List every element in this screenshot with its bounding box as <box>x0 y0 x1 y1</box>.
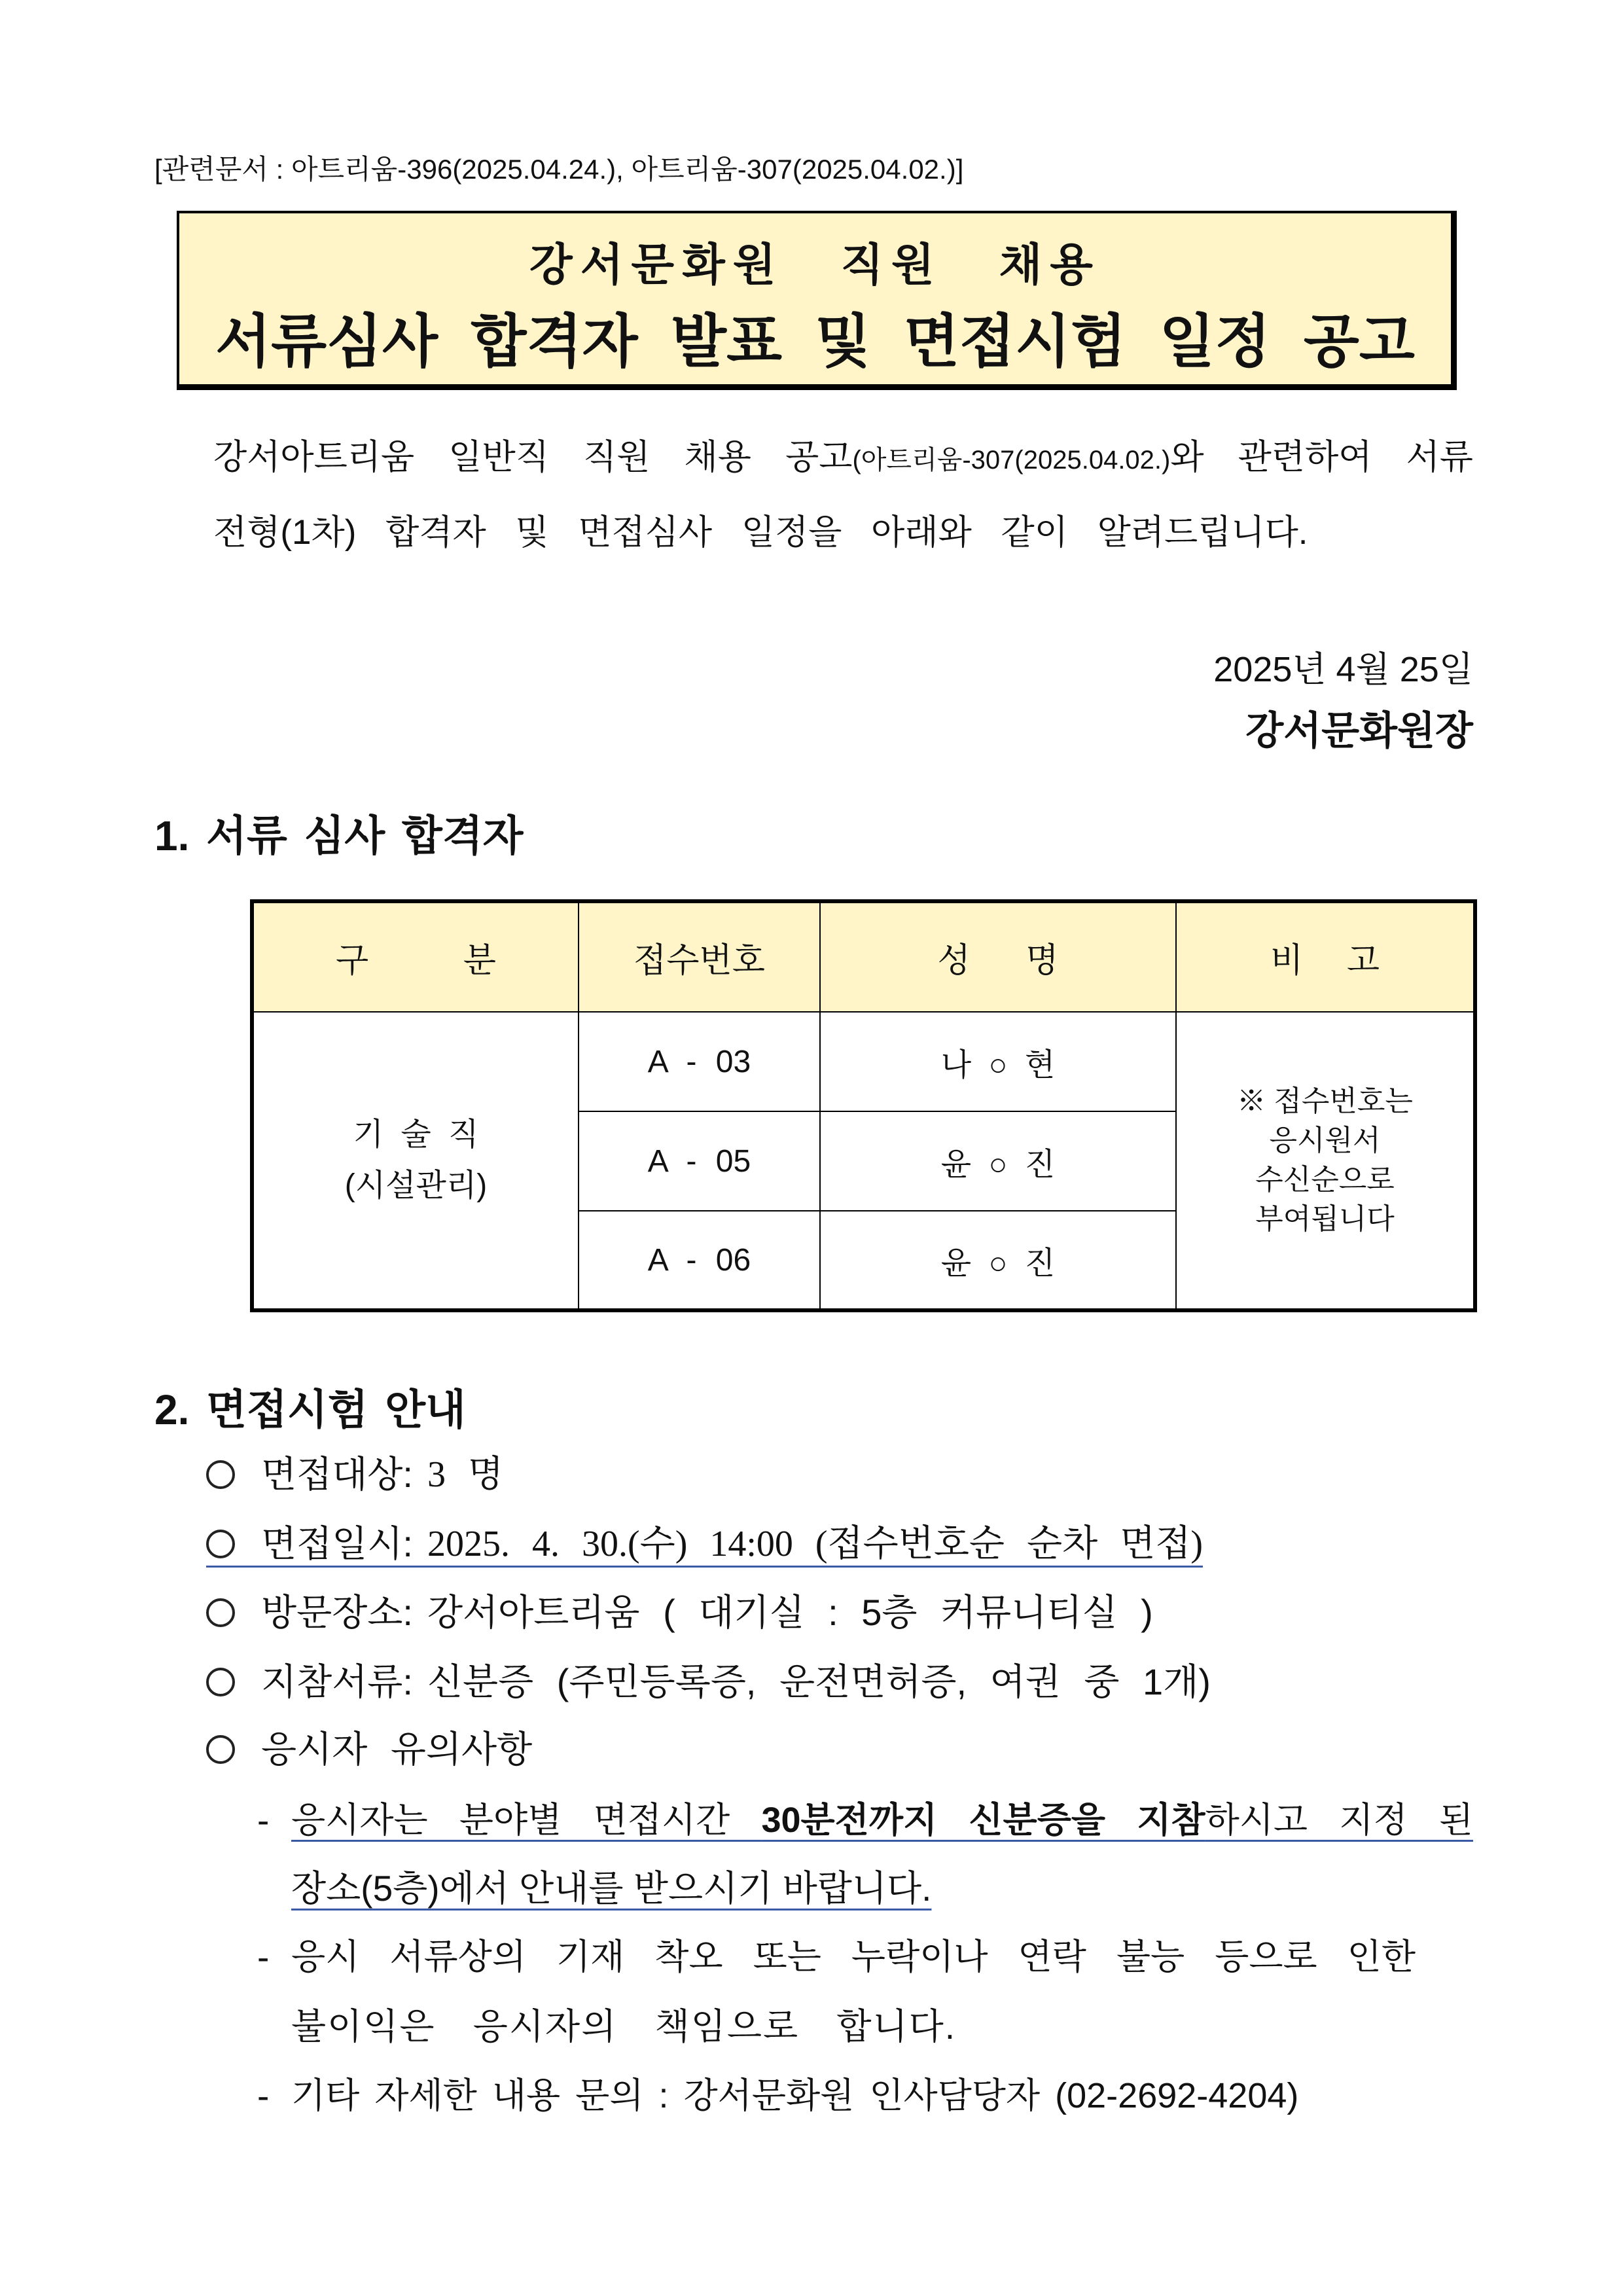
category-title: 기 술 직 <box>353 1117 479 1152</box>
note-line-continuation: 장소(5층)에서 안내를 받으시기 바랍니다. <box>291 1868 932 1909</box>
info-value: 3 명 <box>427 1454 504 1495</box>
circle-bullet-icon <box>206 1668 235 1696</box>
section1-heading: 1. 서류 심사 합격자 <box>154 812 524 859</box>
screening-results-table <box>250 899 1477 1312</box>
circle-bullet-icon <box>206 1460 235 1489</box>
title-box <box>177 211 1457 390</box>
intro-line-2: 전형(1차) 합격자 및 면접심사 일정을 아래와 같이 알려드립니다. <box>213 513 1308 552</box>
note-text: 하시고 지정 된 <box>1205 1801 1474 1840</box>
remarks-line: 부여됩니다 <box>1255 1203 1395 1235</box>
intro-reference: (아트리움-307(2025.04.02.) <box>852 446 1171 475</box>
info-value: 2025. 4. 30.(수) 14:00 (접수번호순 순차 면접) <box>427 1524 1204 1564</box>
title-main-line: 서류심사 합격자 발표 및 면접시험 일정 공고 <box>215 309 1415 374</box>
note-text: 응시자는 분야별 면접시간 <box>291 1801 762 1840</box>
related-documents-line: [관련문서 : 아트리움-396(2025.04.24.), 아트리움-307(2025.04.02.)] <box>154 154 964 185</box>
title-organization-line: 강서문화원 직원 채용 <box>529 240 1101 290</box>
info-label: 면접대상: <box>261 1454 413 1495</box>
circle-bullet-icon <box>206 1530 235 1558</box>
info-item-location <box>206 1591 1153 1634</box>
header-category: 구 분 <box>252 901 579 1012</box>
section2-heading: 2. 면접시험 안내 <box>154 1386 466 1433</box>
note-line <box>291 1797 1473 1843</box>
info-item-target <box>206 1453 503 1496</box>
info-label: 응시자 유의사항 <box>261 1729 533 1770</box>
table-row <box>252 1012 1475 1111</box>
note-emphasis: 30분전까지 신분증을 지참 <box>761 1801 1205 1840</box>
info-value: 신분증 (주민등록증, 운전면허증, 여권 중 1개) <box>427 1661 1211 1702</box>
issuer-signature: 강서문화원장 <box>1245 709 1473 753</box>
table-header-row <box>252 901 1475 1012</box>
applicant-name-cell: 윤 ○ 진 <box>820 1111 1176 1211</box>
notice-date: 2025년 4월 25일 <box>1213 650 1473 689</box>
info-item-documents <box>206 1660 1211 1704</box>
intro-text: 강서아트리움 일반직 직원 채용 공고 <box>213 438 853 476</box>
note-dash: - <box>257 1800 270 1840</box>
header-name: 성 명 <box>820 901 1176 1012</box>
note-line-contact: 기타 자세한 내용 문의 : 강서문화원 인사담당자 (02-2692-4204) <box>291 2076 1299 2115</box>
info-item-datetime <box>206 1522 1203 1568</box>
info-value: 강서아트리움 ( 대기실 : 5층 커뮤니티실 ) <box>427 1592 1153 1633</box>
remarks-line: ※ 접수번호는 <box>1237 1085 1413 1117</box>
info-label: 지참서류: <box>261 1661 413 1702</box>
header-receipt-number: 접수번호 <box>579 901 820 1012</box>
remarks-line: 응시원서 <box>1269 1124 1381 1157</box>
remarks-line: 수신순으로 <box>1255 1164 1395 1196</box>
circle-bullet-icon <box>206 1735 235 1764</box>
receipt-number-cell: A - 05 <box>579 1111 820 1211</box>
intro-text: 와 관련하여 서류 <box>1170 438 1473 476</box>
receipt-number-cell: A - 06 <box>579 1211 820 1310</box>
remarks-cell <box>1176 1012 1475 1310</box>
header-remarks: 비 고 <box>1176 901 1475 1012</box>
note-dash: - <box>257 2075 270 2116</box>
category-subtitle: (시설관리) <box>344 1168 488 1203</box>
note-dash: - <box>257 1937 270 1977</box>
circle-bullet-icon <box>206 1598 235 1627</box>
info-item-precautions <box>206 1728 532 1771</box>
intro-line-1 <box>213 433 1473 485</box>
receipt-number-cell: A - 03 <box>579 1012 820 1111</box>
note-line-continuation: 불이익은 응시자의 책임으로 합니다. <box>291 2006 957 2047</box>
applicant-name-cell: 나 ○ 현 <box>820 1012 1176 1111</box>
note-line: 응시 서류상의 기재 착오 또는 누락이나 연락 불능 등으로 인한 <box>291 1937 1416 1977</box>
info-label: 면접일시: <box>261 1523 413 1564</box>
info-label: 방문장소: <box>261 1592 413 1633</box>
category-cell <box>252 1012 579 1310</box>
applicant-name-cell: 윤 ○ 진 <box>820 1211 1176 1310</box>
